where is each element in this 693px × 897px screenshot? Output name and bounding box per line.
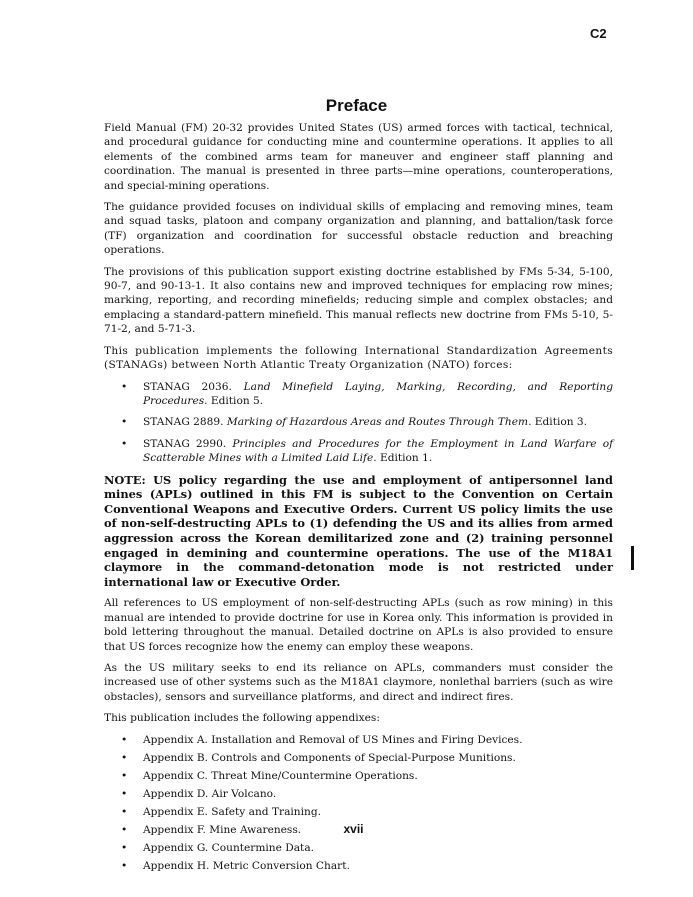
paragraph-stanags-intro: This publication implements the following International Standardization Agreements (STANAGs) between North Atlantic Treaty Organization (NATO) forces: (104, 344, 613, 372)
list-item (104, 787, 613, 801)
appendix-label: Appendix G. Countermine Data. (143, 842, 314, 855)
change-code: C2 (590, 26, 607, 41)
bullet-icon: • (121, 787, 128, 800)
appendix-label: Appendix E. Safety and Training. (143, 805, 321, 818)
stanag-edition: . Edition 1. (373, 452, 433, 465)
stanag-title: Marking of Hazardous Areas and Routes Through Them (226, 416, 529, 429)
appendix-label: Appendix B. Controls and Components of Special-Purpose Munitions. (143, 751, 516, 764)
stanag-edition: . Edition 3. (528, 416, 588, 429)
appendix-label: Appendix F. Mine Awareness. (143, 824, 302, 836)
bullet-icon: • (121, 380, 128, 393)
stanag-title: Land Minefield Laying, Marking, Recording, and Reporting Procedures (143, 380, 613, 407)
paragraph-provisions: The provisions of this publication support existing doctrine established by FMs 5-34, 5-100, 90-7, and 90-13-1. It also contains new and improved techniques for emplacing row mines; marking, reporting, and recording minefields; reducing simple and complex obstacles; and emplacing a standard-pattern minefield. This manual reflects new doctrine from FMs 5-10, 5-71-2, and 5-71-3. (104, 265, 613, 336)
bullet-icon: • (121, 733, 128, 746)
list-item (104, 751, 613, 765)
stanag-id: STANAG 2990. (143, 437, 227, 450)
bullet-icon: • (121, 805, 128, 818)
list-item (104, 841, 613, 855)
bullet-icon: • (121, 751, 128, 764)
list-item (104, 437, 613, 466)
stanag-id: STANAG 2889. (143, 416, 224, 429)
list-item (104, 415, 613, 429)
preface-body (104, 121, 613, 881)
bullet-icon: • (121, 769, 128, 782)
paragraph-intro: Field Manual (FM) 20-32 provides United States (US) armed forces with tactical, technical, and procedural guidance for conducting mine and countermine operations. It applies to all elements of the combined arms team for maneuver and engineer staff planning and coordination. The manual is presented in three parts—mine operations, counteroperations, and special-mining operations. (104, 122, 613, 192)
bullet-icon: • (121, 842, 128, 855)
bullet-icon: • (121, 437, 128, 450)
paragraph-alternatives: As the US military seeks to end its reliance on APLs, commanders must consider the increased use of other systems such as the M18A1 claymore, nonlethal barriers (such as wire obstacles), sensors and surveillance platforms, and direct and indirect fires. (104, 661, 613, 703)
list-item (104, 380, 613, 409)
bullet-icon: • (121, 860, 128, 873)
stanag-edition: . Edition 5. (204, 394, 264, 407)
appendix-label: Appendix C. Threat Mine/Countermine Operations. (143, 769, 418, 782)
list-item (104, 805, 613, 819)
paragraph-korea: All references to US employment of non-self-destructing APLs (such as row mining) in this manual are intended to provide doctrine for use in Korea only. This information is provided in bold lettering throughout the manual. Detailed doctrine on APLs is also provided to ensure that US forces recognize how the enemy can employ these weapons. (104, 597, 613, 653)
stanag-list (104, 380, 613, 466)
paragraph-guidance: The guidance provided focuses on individual skills of emplacing and removing mines, team and squad tasks, platoon and company organization and planning, and battalion/task force (TF) organization and coordination for successful obstacle reduction and breaching operations. (104, 201, 613, 257)
appendix-label: Appendix H. Metric Conversion Chart. (143, 860, 350, 873)
bullet-icon: • (121, 824, 128, 836)
change-bar (631, 546, 634, 570)
page-title: Preface (325, 96, 388, 115)
list-item (104, 859, 613, 873)
paragraph-appendixes-intro: This publication includes the following appendixes: (104, 712, 380, 725)
appendix-label: Appendix D. Air Volcano. (143, 787, 277, 800)
stanag-id: STANAG 2036. (143, 380, 232, 393)
stanag-title: Principles and Procedures for the Employment in Land Warfare of Scatterable Mines with a Limited Laid Life (143, 437, 613, 465)
appendix-label: Appendix A. Installation and Removal of US Mines and Firing Devices. (143, 733, 523, 746)
bullet-icon: • (121, 416, 128, 429)
list-item (104, 733, 613, 747)
policy-note: NOTE: US policy regarding the use and employment of antipersonnel land mines (APLs) outlined in this FM is subject to the Convention on Certain Conventional Weapons and Executive Orders. Current US policy limits the use of non-self-destructing APLs to (1) defending the US and its allies from armed aggression across the Korean demilitarized zone and (2) training personnel engaged in demining and countermine operations. The use of the M18A1 claymore in the command-detonation mode is not restricted under international law or Executive Order. (104, 472, 613, 589)
page-number: xvii (343, 822, 364, 836)
appendix-list (104, 733, 613, 874)
list-item (104, 769, 613, 783)
